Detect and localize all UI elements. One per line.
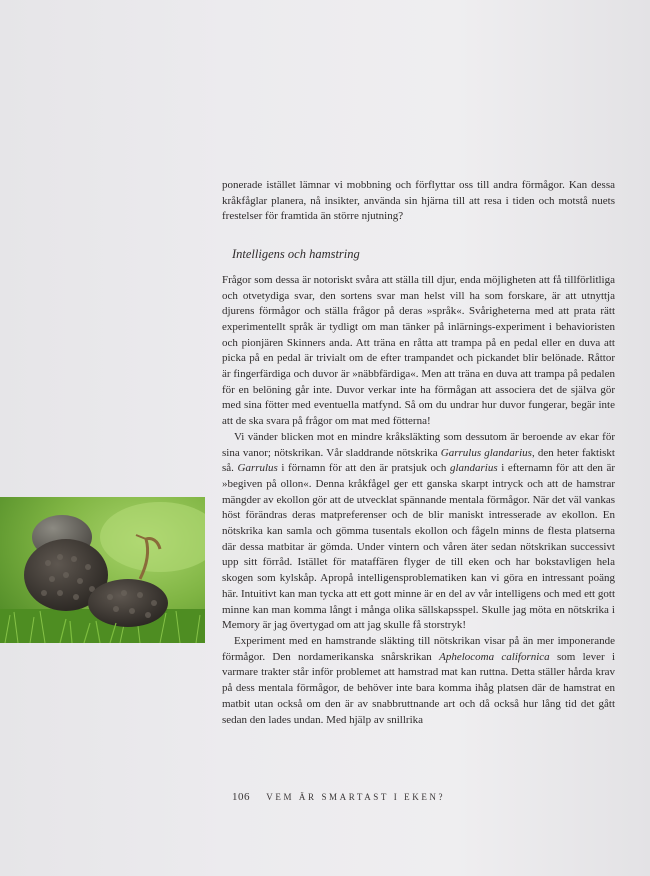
paragraph-1: ponerade istället lämnar vi mobbning och förflyttar oss till andra förmågor. Kan dessa kråkfåglar planera, nå insikter, använda sin hjärna till att resa i tiden och motstå nuets frestelser för framtida än större njutning? — [222, 179, 615, 223]
paragraph-3-text-c: , den heter faktiskt så. — [222, 446, 615, 475]
paragraph-3-text-a: Vi vänder blicken mot en mindre kråksläkting som dessutom är beroende av ekar för sina vanor; nötskrikan. Vår sladdrande nötskrika — [222, 430, 615, 459]
paragraph-4 — [222, 634, 615, 728]
paragraph-3 — [222, 430, 615, 634]
genus-name-garrulus: Garrulus — [237, 462, 278, 475]
paragraph-3-text-g: i efternamn för att den är »begiven på ollon«. Denna kråkfågel ger ett ganska skarpt intryck och att de hamstrar mängder av ekollon gör att de utvecklat spännande mentala förmågor. När det väl vankas höst förändras deras matpreferenser och de blir maniskt intresserade av ekollon. En nötskrika kan samla och gömma tusentals ekollon och fågeln minns de flesta platserna där dessa matbitar är gömda. Under vintern och våren äter sedan nötskrikan successivt upp sitt förråd. Istället för mataffären flyger de till eken och har bokstavligen hela skogen som kylskåp. Apropå intelligensproblematiken kan vi göra en intressant poäng här. Intuitivt kan man tycka att ett gott minne är en del av vår intelligens och med ett gott minne kan man komma långt i många olika sällskapsspel. Skulle jag möta en nötskrika i Memory är jag övertygad om att jag skulle få storstryk! — [222, 462, 616, 632]
main-text-column — [222, 178, 615, 728]
acorn-illustration — [0, 497, 205, 643]
paragraph-4-text-a: Experiment med en hamstrande släkting till nötskrikan visar på än mer imponerande förmågor. Den nordamerikanska snårskrikan — [222, 634, 615, 663]
page-number: 106 — [232, 791, 250, 803]
species-name-aphelocoma: Aphelocoma californica — [439, 650, 550, 663]
running-title: VEM ÄR SMARTAST I EKEN? — [266, 792, 446, 802]
acorn-moss-photo — [0, 497, 205, 643]
paragraph-2: Frågor som dessa är notoriskt svåra att ställa till djur, enda möjligheten att få tillförlitliga och otvetydiga svar, den sortens svar man helst vill ha som forskare, är att utnyttja djurens förmågor och ställa frågor på deras »språk«. Svårigheterna med att prata rätt experimentellt språk är tydligt om man tänker på inlärnings-experiment i behavioristen och pionjären Skinners anda. Att träna en råtta att trampa på en pedal eller en duva att picka på en pedal är trivialt om de efter trampandet och pickandet blir belönade. Råttor är fingerfärdiga och duvor är »näbbfärdiga«. Men att träna en duva att trampa på pedalen för en belöning går inte. Duvor verkar inte ha förmågan att associera det de själva gör med sina fötter med eventuella matfynd. Så om du undrar hur duvor fungerar, begär inte att de ska svara på frågor om mat med fötterna! — [222, 273, 615, 428]
section-heading: Intelligens och hamstring — [232, 247, 360, 262]
epithet-glandarius: glandarius — [449, 462, 498, 475]
paragraph-4-text-c: som lever i varmare trakter står inför problemet att hamstrad mat kan ruttna. Detta ställer hårda krav på dess mentala förmågor, de behöver inte bara komma ihåg platsen där de hamstrat en matbit utan också om den är av snabbruttnande art och då också hur lång tid det gått sedan den lades undan. Med hjälp av snillrika — [222, 650, 615, 726]
paragraph-3-text-e: i förnamn för att den är pratsjuk och — [277, 462, 450, 475]
page-footer — [232, 791, 445, 803]
species-name-garrulus-glandarius: Garrulus glandarius — [440, 446, 532, 459]
